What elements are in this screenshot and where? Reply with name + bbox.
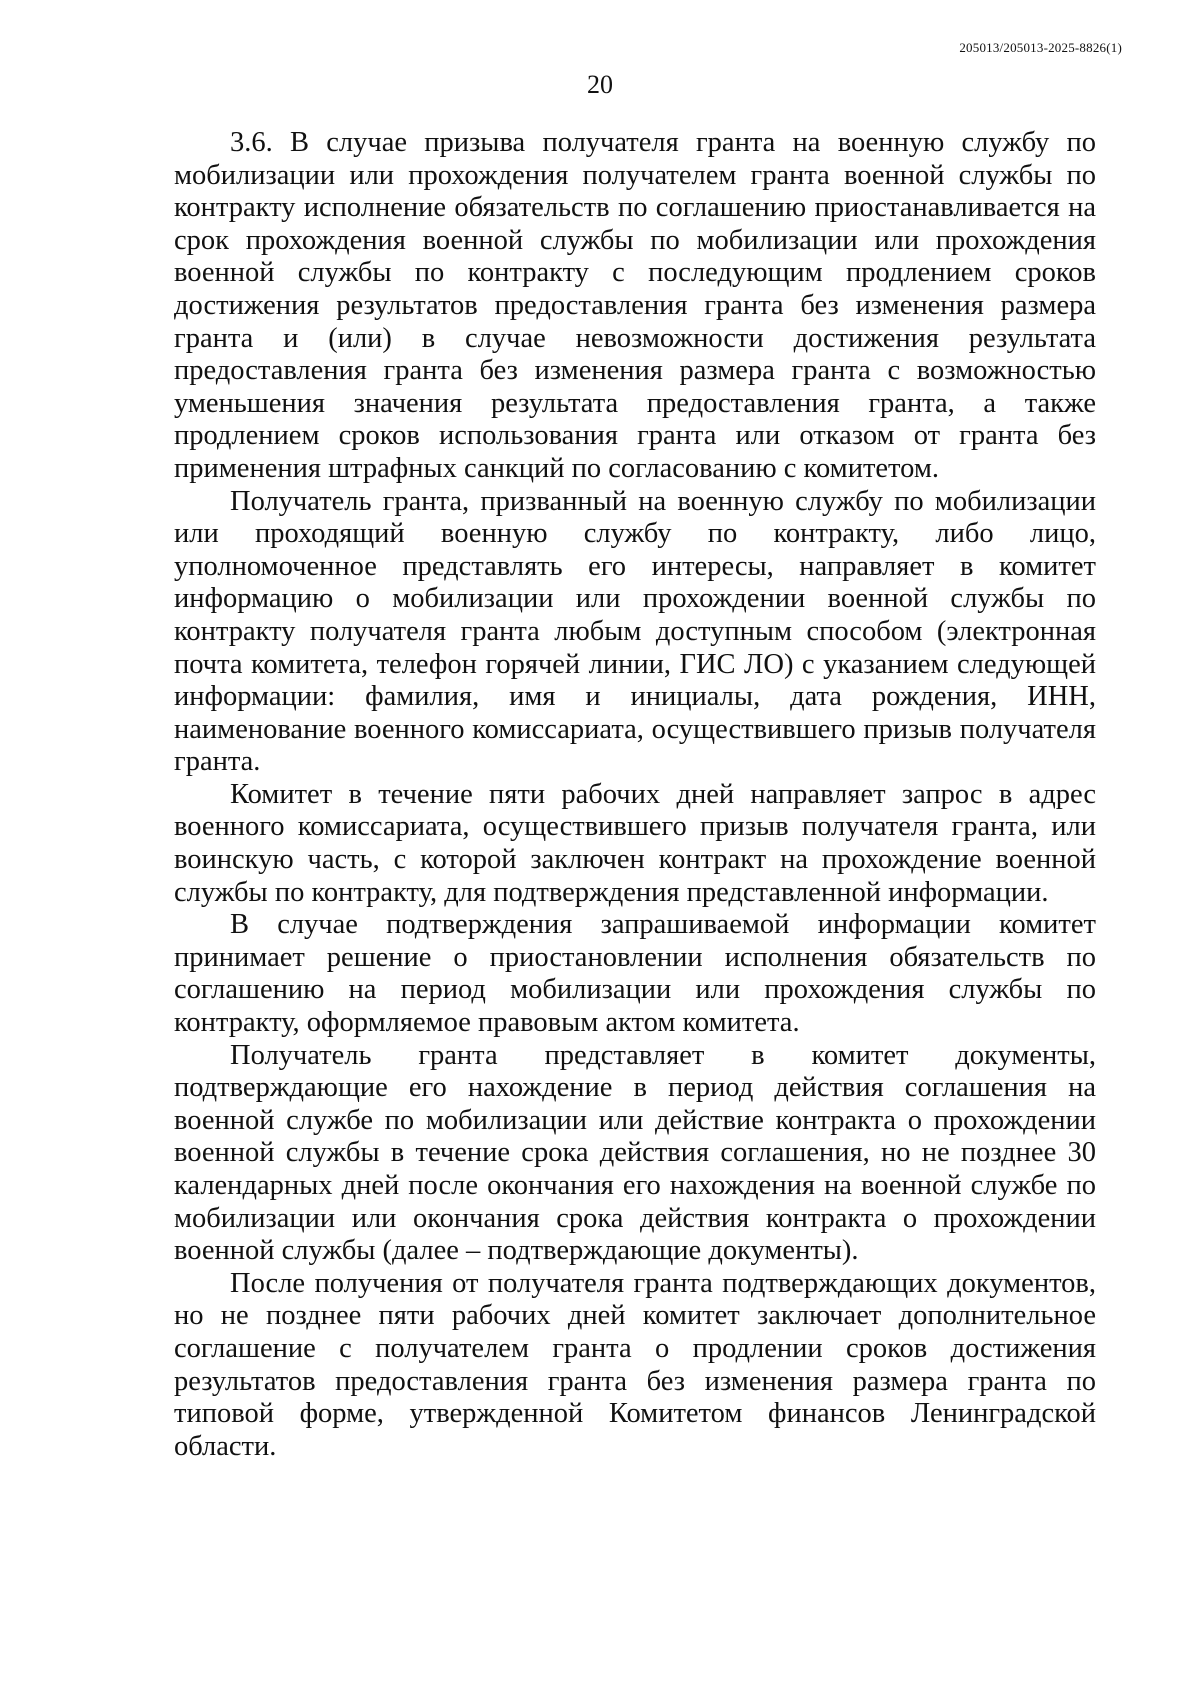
- document-body: [174, 127, 1096, 1463]
- paragraph-request: Комитет в течение пяти рабочих дней направляет запрос в адрес военного комиссариата, осуществившего призыв получателя гранта, или воинскую часть, с которой заключен контракт на прохождение военной службы по контракту, для подтверждения представленной информации.: [174, 778, 1096, 908]
- paragraph-3-6: 3.6. В случае призыва получателя гранта на военную службу по мобилизации или прохождения получателем гранта военной службы по контракту исполнение обязательств по соглашению приостанавливается на срок прохождения военной службы по мобилизации или прохождения военной службы по контракту с последующим продлением сроков достижения результатов предоставления гранта без изменения размера гранта и (или) в случае невозможности достижения результата предоставления гранта без изменения размера гранта с возможностью уменьшения значения результата предоставления гранта, а также продлением сроков использования гранта или отказом от гранта без применения штрафных санкций по согласованию с комитетом.: [174, 127, 1096, 484]
- paragraph-agreement: После получения от получателя гранта подтверждающих документов, но не позднее пяти рабочих дней комитет заключает дополнительное соглашение с получателем гранта о продлении сроков достижения результатов предоставления гранта без изменения размера гранта по типовой форме, утвержденной Комитетом финансов Ленинградской области.: [174, 1267, 1096, 1462]
- document-registration-number: 205013/205013-2025-8826(1): [959, 40, 1122, 55]
- paragraph-notification: Получатель гранта, призванный на военную службу по мобилизации или проходящий военную службу по контракту, либо лицо, уполномоченное представлять его интересы, направляет в комитет информацию о мобилизации или прохождении военной службы по контракту получателя гранта любым доступным способом (электронная почта комитета, телефон горячей линии, ГИС ЛО) с указанием следующей информации: фамилия, имя и инициалы, дата рождения, ИНН, наименование военного комиссариата, осуществившего призыв получателя гранта.: [174, 485, 1096, 778]
- paragraph-documents: Получатель гранта представляет в комитет документы, подтверждающие его нахождение в период действия соглашения на военной службе по мобилизации или действие контракта о прохождении военной службы в течение срока действия соглашения, но не позднее 30 календарных дней после окончания его нахождения на военной службе по мобилизации или окончания срока действия контракта о прохождении военной службы (далее – подтверждающие документы).: [174, 1039, 1096, 1267]
- page-number: 20: [587, 70, 613, 99]
- paragraph-decision: В случае подтверждения запрашиваемой информации комитет принимает решение о приостановлении исполнения обязательств по соглашению на период мобилизации или прохождения службы по контракту, оформляемое правовым актом комитета.: [174, 909, 1096, 1039]
